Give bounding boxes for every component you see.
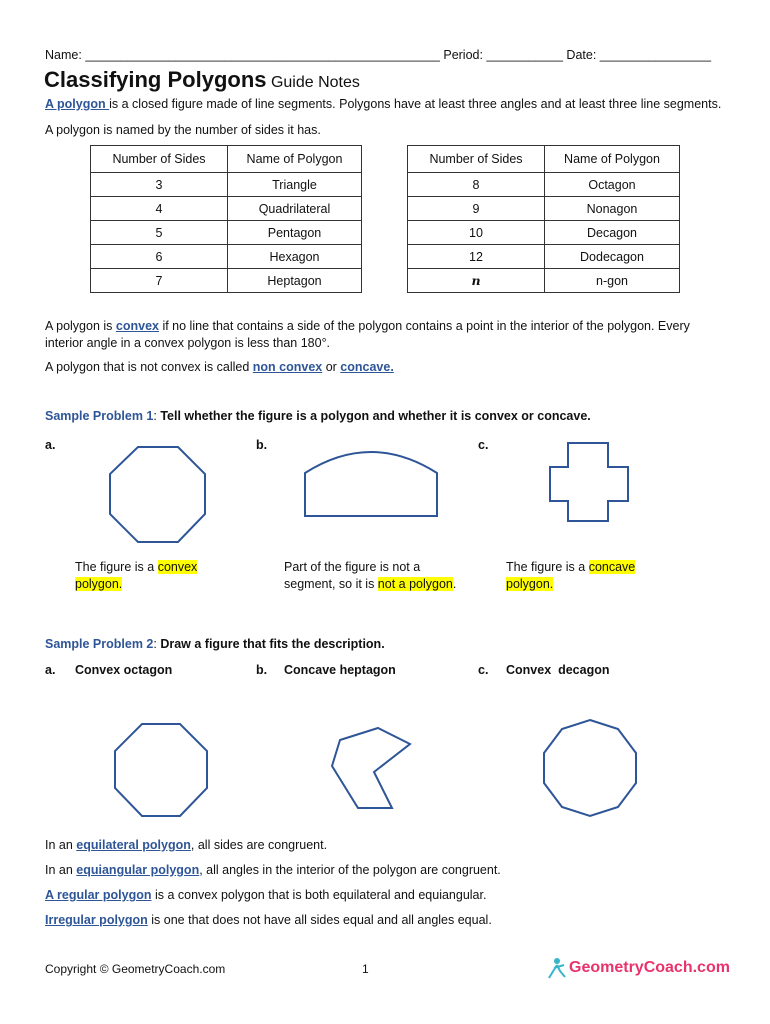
date-label: Date: — [566, 48, 597, 62]
sides-cell: 10 — [408, 221, 545, 245]
header-sides: Number of Sides — [408, 146, 545, 173]
logo-figure-icon — [546, 957, 568, 979]
sample2-b-text: Concave heptagon — [284, 663, 396, 677]
b-answer-post: . — [452, 577, 457, 591]
convex-definition — [45, 318, 690, 352]
b-answer-pre: segment, so it is — [284, 577, 378, 591]
nonconvex-mid: or — [322, 360, 341, 374]
copyright: Copyright © GeometryCoach.com — [45, 962, 226, 976]
named-by-text: A polygon is named by the number of sides it has. — [45, 123, 321, 137]
table-row — [408, 245, 680, 269]
sample2-a-text: Convex octagon — [75, 663, 173, 677]
polygon-def-text: is a closed figure made of line segments. Polygons have at least three angles and at least three line segments. — [109, 97, 722, 111]
sample1-c-answer — [506, 559, 635, 593]
sample1-label: Sample Problem 1 — [45, 409, 154, 423]
irregular-definition — [45, 913, 492, 927]
sample1-colon: : — [153, 409, 161, 423]
sample1-a-answer — [75, 559, 197, 593]
polygon-name-cell: Hexagon — [228, 245, 362, 269]
polygon-name-cell: Heptagon — [228, 269, 362, 293]
page-title — [44, 67, 360, 93]
convex-line1: if no line that contains a side of the polygon contains a point in the interior of the polygon. Every — [158, 319, 690, 333]
equiangular-pre: In an — [45, 863, 77, 877]
polygon-name-cell: Dodecagon — [545, 245, 680, 269]
header-line — [45, 48, 711, 62]
period-blank[interactable]: ___________ — [486, 48, 563, 62]
equiangular-post: , all angles in the interior of the polygon are congruent. — [199, 863, 501, 877]
polygon-name-cell: Octagon — [545, 173, 680, 197]
sample2-label: Sample Problem 2 — [45, 637, 154, 651]
polygon-name-cell: Decagon — [545, 221, 680, 245]
polygon-name-cell: Quadrilateral — [228, 197, 362, 221]
equiangular-definition — [45, 863, 501, 877]
header-sides: Number of Sides — [91, 146, 228, 173]
polygon-definition — [45, 97, 721, 111]
sides-cell: 9 — [408, 197, 545, 221]
name-blank[interactable]: ___________________________________________________ — [85, 48, 440, 62]
polygon-name-cell: n-gon — [545, 269, 680, 293]
convex-octagon-figure — [113, 722, 209, 818]
convex-line2: interior angle in a convex polygon is less than 180°. — [45, 336, 331, 350]
sample2-colon: : — [153, 637, 161, 651]
octagon-figure — [108, 445, 208, 545]
polygon-table-right — [407, 145, 680, 293]
sides-cell: 8 — [408, 173, 545, 197]
equilateral-term: equilateral polygon — [76, 838, 191, 852]
a-answer-hl2: polygon. — [75, 577, 123, 591]
nonconvex-term: non convex — [252, 360, 323, 374]
date-blank[interactable]: ________________ — [599, 48, 712, 62]
sample1-c-label: c. — [478, 438, 489, 452]
sample1-text: Tell whether the figure is a polygon and whether it is convex or concave. — [160, 409, 591, 423]
sample2-a-label: a. — [45, 663, 56, 677]
sides-cell: 7 — [91, 269, 228, 293]
table-row — [91, 197, 362, 221]
sample2-c-text: Convex decagon — [506, 663, 610, 677]
polygon-name-cell: Pentagon — [228, 221, 362, 245]
sample1-b-label: b. — [256, 438, 268, 452]
sides-cell: 5 — [91, 221, 228, 245]
polygon-table-left — [90, 145, 362, 293]
c-answer-pre: The figure is a — [506, 560, 589, 574]
polygon-name-cell: Nonagon — [545, 197, 680, 221]
sides-cell: 3 — [91, 173, 228, 197]
regular-post: is a convex polygon that is both equilateral and equiangular. — [151, 888, 487, 902]
nonconvex-pre: A polygon that is not convex is called — [45, 360, 253, 374]
title-sub: Guide Notes — [270, 74, 360, 91]
table-row — [408, 173, 680, 197]
sample1-b-answer — [284, 559, 456, 593]
convex-term: convex — [115, 319, 159, 333]
regular-definition — [45, 888, 486, 902]
table-row — [91, 173, 362, 197]
logo — [546, 957, 730, 979]
title-main: Classifying Polygons — [44, 67, 267, 92]
concave-term: concave. — [340, 360, 394, 374]
nonconvex-definition — [45, 360, 394, 374]
table-row — [408, 197, 680, 221]
header-name: Name of Polygon — [545, 146, 680, 173]
sample-problem-1-heading — [45, 409, 591, 423]
table-row — [91, 269, 362, 293]
c-answer-hl2: polygon. — [506, 577, 554, 591]
plus-figure — [548, 441, 630, 523]
polygon-term: A polygon — [45, 97, 110, 111]
a-answer-pre: The figure is a — [75, 560, 158, 574]
table-row — [408, 221, 680, 245]
equilateral-pre: In an — [45, 838, 77, 852]
period-label: Period: — [443, 48, 483, 62]
equilateral-definition — [45, 838, 327, 852]
equilateral-post: , all sides are congruent. — [190, 838, 328, 852]
sample2-text: Draw a figure that fits the description. — [160, 637, 385, 651]
logo-text: GeometryCoach.com — [569, 959, 730, 976]
polygon-name-cell: Triangle — [228, 173, 362, 197]
table-row — [408, 269, 680, 293]
sample1-a-label: a. — [45, 438, 56, 452]
sides-cell: n — [408, 269, 545, 293]
table-row — [91, 245, 362, 269]
convex-pre: A polygon is — [45, 319, 116, 333]
arch-figure — [303, 443, 439, 518]
b-answer-line1: Part of the figure is not a — [284, 560, 421, 574]
regular-term: A regular polygon — [45, 888, 152, 902]
equiangular-term: equiangular polygon — [76, 863, 200, 877]
page-number: 1 — [362, 962, 369, 976]
convex-decagon-figure — [540, 718, 640, 818]
header-name: Name of Polygon — [228, 146, 362, 173]
sample-problem-2-heading — [45, 637, 385, 651]
concave-heptagon-figure — [330, 722, 420, 812]
sample2-b-label: b. — [256, 663, 268, 677]
sides-cell: 4 — [91, 197, 228, 221]
table-row — [91, 221, 362, 245]
b-answer-hl: not a polygon — [377, 577, 453, 591]
irregular-post: is one that does not have all sides equal and all angles equal. — [147, 913, 492, 927]
sides-cell: 6 — [91, 245, 228, 269]
a-answer-hl1: convex — [157, 560, 198, 574]
irregular-term: Irregular polygon — [45, 913, 148, 927]
sample2-c-label: c. — [478, 663, 489, 677]
c-answer-hl1: concave — [588, 560, 636, 574]
name-label: Name: — [45, 48, 82, 62]
sides-cell: 12 — [408, 245, 545, 269]
